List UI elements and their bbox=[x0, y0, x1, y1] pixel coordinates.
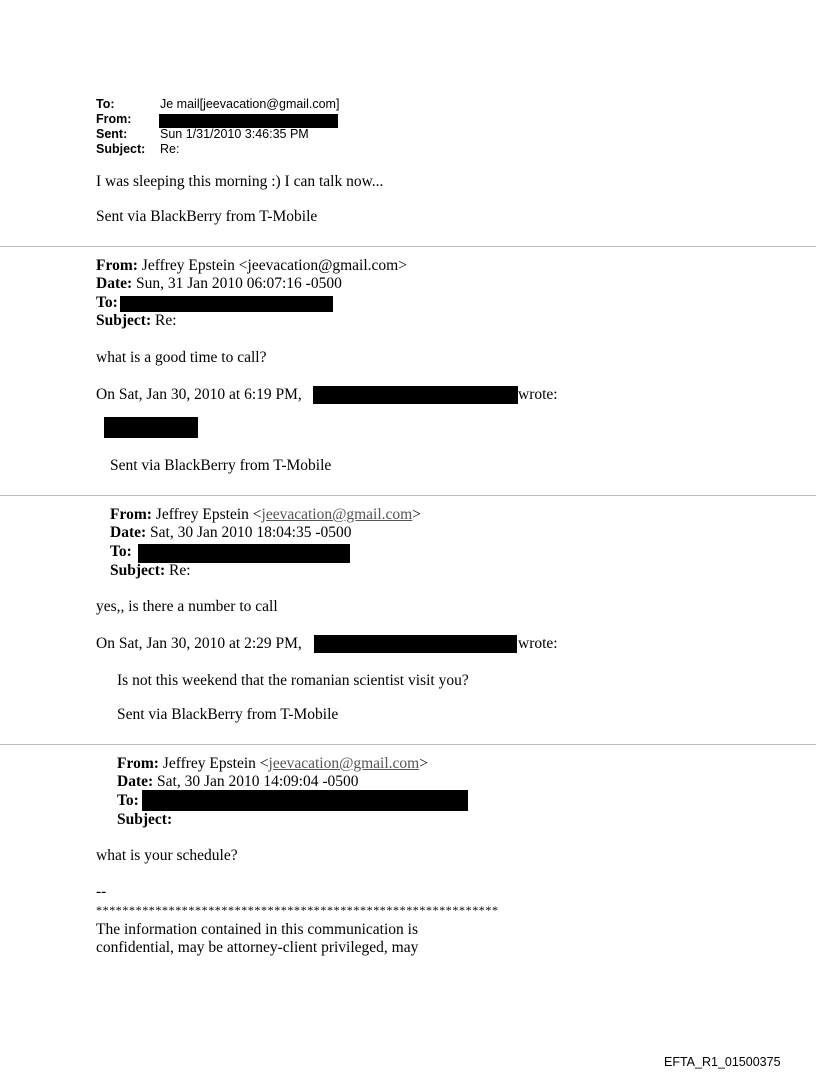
sent-label: Sent: bbox=[96, 127, 128, 141]
redaction-block bbox=[313, 386, 518, 404]
divider bbox=[0, 246, 816, 247]
email-link[interactable]: jeevacation@gmail.com bbox=[261, 506, 413, 523]
quoted-body: Is not this weekend that the romanian scientist visit you? bbox=[117, 672, 469, 689]
message-body: I was sleeping this morning :) I can talk now... bbox=[96, 173, 384, 190]
from-close: > bbox=[412, 506, 421, 523]
redaction-block bbox=[104, 417, 198, 438]
date-label: Date: bbox=[96, 275, 133, 292]
to-label: To: bbox=[117, 792, 139, 809]
from-close: > bbox=[419, 755, 428, 772]
sent-value: Sun 1/31/2010 3:46:35 PM bbox=[160, 127, 309, 141]
date-value: Sat, 30 Jan 2010 18:04:35 -0500 bbox=[150, 524, 352, 541]
quote-intro-suffix: wrote: bbox=[518, 635, 558, 652]
quote-intro-prefix: On Sat, Jan 30, 2010 at 6:19 PM, bbox=[96, 386, 302, 403]
to-label: To: bbox=[110, 543, 132, 560]
separator-stars: ************************************************************* bbox=[96, 903, 499, 917]
signature-dash: -- bbox=[96, 883, 107, 900]
redaction-block bbox=[120, 296, 333, 312]
subject-value: Re: bbox=[168, 562, 191, 579]
from-value: Jeffrey Epstein <jeevacation@gmail.com> bbox=[141, 257, 407, 274]
divider bbox=[0, 495, 816, 496]
disclaimer-line: confidential, may be attorney-client privileged, may bbox=[96, 939, 419, 956]
divider bbox=[0, 744, 816, 745]
disclaimer-line: The information contained in this communication is bbox=[96, 921, 418, 938]
from-label: From: bbox=[110, 506, 152, 523]
date-value: Sat, 30 Jan 2010 14:09:04 -0500 bbox=[157, 773, 359, 790]
document-id: EFTA_R1_01500375 bbox=[664, 1055, 781, 1069]
subject-value: Re: bbox=[154, 312, 177, 329]
message-signature: Sent via BlackBerry from T-Mobile bbox=[117, 706, 339, 723]
to-value: Je mail[jeevacation@gmail.com] bbox=[160, 97, 340, 111]
date-label: Date: bbox=[117, 773, 154, 790]
subject-value: Re: bbox=[160, 142, 180, 156]
subject-label: Subject: bbox=[117, 811, 173, 828]
subject-label: Subject: bbox=[96, 142, 146, 156]
message-body: what is a good time to call? bbox=[96, 349, 267, 366]
from-label: From: bbox=[96, 112, 132, 126]
quote-intro-suffix: wrote: bbox=[518, 386, 558, 403]
date-value: Sun, 31 Jan 2010 06:07:16 -0500 bbox=[136, 275, 342, 292]
redaction-block bbox=[138, 544, 350, 563]
message-body: yes,, is there a number to call bbox=[96, 598, 278, 615]
message-signature: Sent via BlackBerry from T-Mobile bbox=[96, 208, 318, 225]
redaction-block bbox=[314, 635, 517, 653]
to-label: To: bbox=[96, 294, 118, 311]
message-body: what is your schedule? bbox=[96, 847, 238, 864]
from-label: From: bbox=[96, 257, 138, 274]
from-name: Jeffrey Epstein < bbox=[162, 755, 269, 772]
redaction-block bbox=[159, 114, 338, 128]
from-name: Jeffrey Epstein < bbox=[155, 506, 262, 523]
quote-intro-prefix: On Sat, Jan 30, 2010 at 2:29 PM, bbox=[96, 635, 302, 652]
email-link[interactable]: jeevacation@gmail.com bbox=[268, 755, 420, 772]
from-label: From: bbox=[117, 755, 159, 772]
to-label: To: bbox=[96, 97, 115, 111]
subject-label: Subject: bbox=[110, 562, 166, 579]
redaction-block bbox=[142, 790, 468, 811]
subject-label: Subject: bbox=[96, 312, 152, 329]
date-label: Date: bbox=[110, 524, 147, 541]
message-signature: Sent via BlackBerry from T-Mobile bbox=[110, 457, 332, 474]
